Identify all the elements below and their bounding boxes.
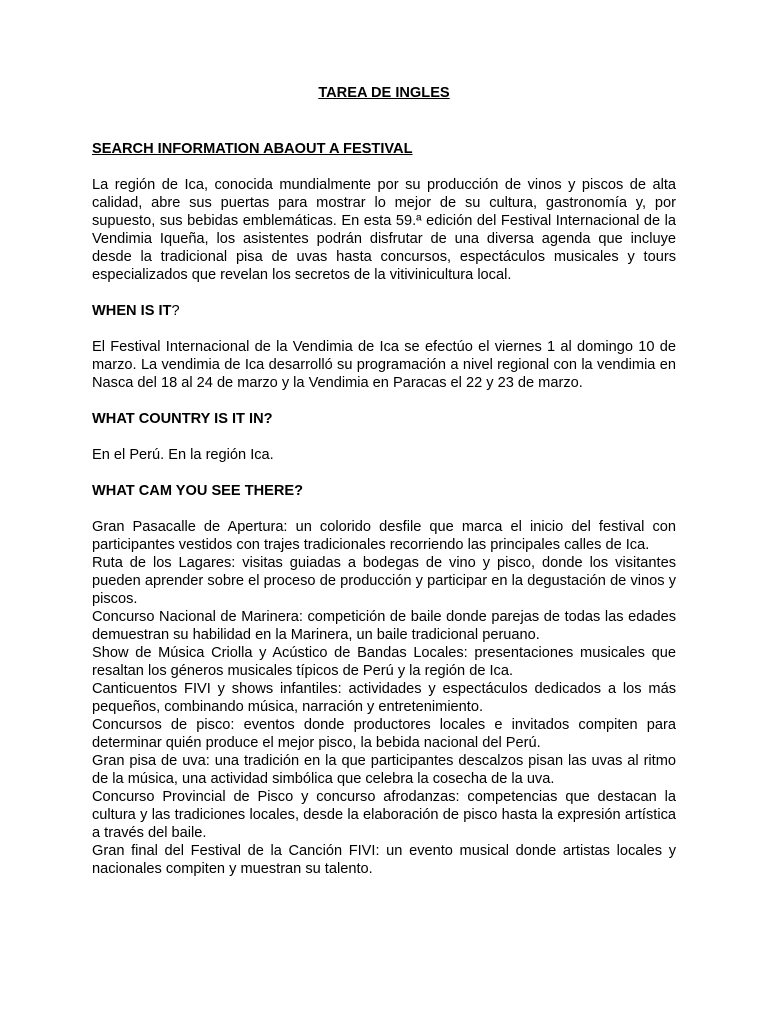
intro-paragraph: La región de Ica, conocida mundialmente por su producción de vinos y piscos de alta calidad, abre sus puertas para mostrar lo mejor de su cultura, gastronomía y, por supuesto, sus bebidas emblemáticas. En esta 59.ª edición del Festival Internacional de la Vendimia Iqueña, los asistentes podrán disfrutar de una diversa agenda que incluye desde la tradicional pisa de uvas hasta concursos, espectáculos musicales y tours especializados que revelan los secretos de la vitivinicultura local.	[92, 177, 676, 283]
question-country-answer: En el Perú. En la región Ica.	[92, 447, 274, 463]
activities-list	[92, 518, 676, 878]
question-when-answer: El Festival Internacional de la Vendimia de Ica se efectúo el viernes 1 al domingo 10 de marzo. La vendimia de Ica desarrolló su programación a nivel regional con la vendimia en Nasca del 18 al 24 de marzo y la Vendimia en Paracas el 22 y 23 de marzo.	[92, 339, 676, 391]
list-item: Canticuentos FIVI y shows infantiles: actividades y espectáculos dedicados a los más pequeños, combinando música, narración y entretenimiento.	[92, 681, 676, 715]
list-item: Concurso Provincial de Pisco y concurso afrodanzas: competencias que destacan la cultura y las tradiciones locales, desde la elaboración de pisco hasta la expresión artística a través del baile.	[92, 789, 676, 841]
list-item: Gran Pasacalle de Apertura: un colorido desfile que marca el inicio del festival con participantes vestidos con trajes tradicionales recorriendo las principales calles de Ica.	[92, 519, 676, 553]
question-when-text: WHEN IS IT	[92, 303, 172, 319]
document-subtitle: SEARCH INFORMATION ABAOUT A FESTIVAL	[92, 141, 413, 157]
question-see-heading: WHAT CAM YOU SEE THERE?	[92, 483, 304, 499]
list-item: Ruta de los Lagares: visitas guiadas a bodegas de vino y pisco, donde los visitantes pueden aprender sobre el proceso de producción y participar en la degustación de vinos y piscos.	[92, 555, 676, 607]
list-item: Gran final del Festival de la Canción FIVI: un evento musical donde artistas locales y nacionales compiten y muestran su talento.	[92, 843, 676, 877]
list-item: Concurso Nacional de Marinera: competición de baile donde parejas de todas las edades demuestran su habilidad en la Marinera, un baile tradicional peruano.	[92, 609, 676, 643]
list-item: Gran pisa de uva: una tradición en la que participantes descalzos pisan las uvas al ritmo de la música, una actividad simbólica que celebra la cosecha de la uva.	[92, 753, 676, 787]
question-when-mark: ?	[171, 303, 180, 319]
document-title: TAREA DE INGLES	[318, 85, 450, 101]
document-page	[92, 84, 676, 878]
question-when-heading	[92, 302, 676, 320]
question-country-heading: WHAT COUNTRY IS IT IN?	[92, 411, 273, 427]
list-item: Concursos de pisco: eventos donde productores locales e invitados compiten para determinar quién produce el mejor pisco, la bebida nacional del Perú.	[92, 717, 676, 751]
list-item: Show de Música Criolla y Acústico de Bandas Locales: presentaciones musicales que resaltan los géneros musicales típicos de Perú y la región de Ica.	[92, 645, 676, 679]
